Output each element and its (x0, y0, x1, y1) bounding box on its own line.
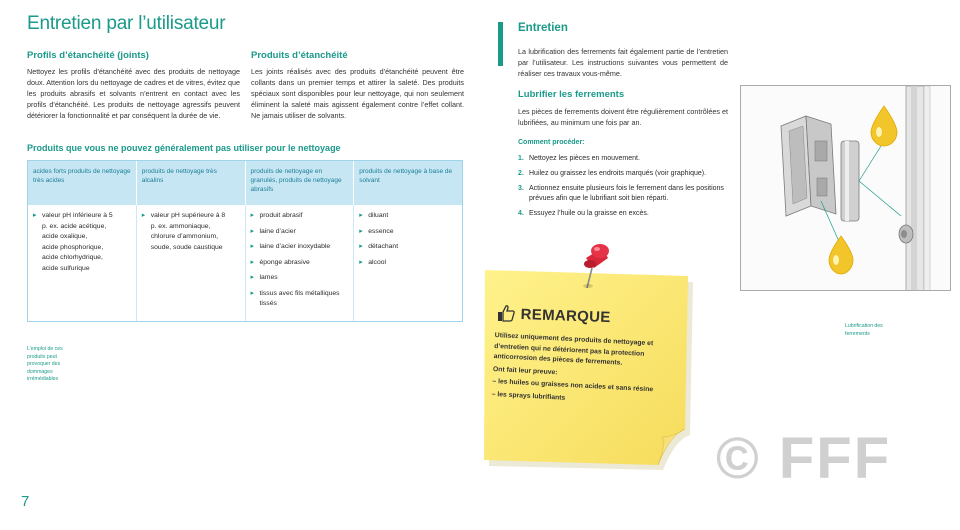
list-item: acide phosphorique, (42, 243, 104, 251)
table-cell-solvents (354, 205, 462, 321)
list-item: ▸ détachant (359, 242, 457, 253)
list-item: ▸ valeur pH supérieure à 8 (142, 211, 240, 222)
table-cell-abrasive (246, 205, 355, 321)
lubricate-paragraph: Les pièces de ferrements doivent être régulièrement contrôlées et lubrifiées, au minimum une fois par an. (518, 107, 728, 127)
seals-paragraph: Nettoyez les profils d’étanchéité avec des produits de nettoyage doux. Attention lors du nettoyage de cadres et de vitres, évitez que les produits abrasifs et solvants n’entrent en contact avec les profils d’étanchéité. Les produits de nettoyage agressifs peuvent détériorer la fonctionnalité et par conséquent la durée de vie. (27, 67, 240, 120)
hinge-lubrication-figure (740, 85, 951, 291)
page-number: 7 (21, 493, 30, 510)
procedure-heading: Comment procéder: (518, 139, 585, 146)
step-number: 4. (518, 210, 524, 217)
step-number: 2. (518, 170, 524, 177)
list-item: soude, soude caustique (150, 243, 223, 251)
procedure-steps (518, 154, 728, 224)
side-note: L’emploi de ces produits peut provoquer des dommages irrémédiables (27, 346, 63, 382)
maintenance-paragraph: La lubrification des ferrements fait également partie de l’entretien par l’utilisateur. Les instructions suivantes vous permettent de réaliser ces travaux vous-même. (518, 47, 728, 78)
table-header-cell: acides forts produits de nettoyage très acides (28, 161, 137, 205)
list-item: acide oxalique, (42, 233, 88, 240)
list-item: ▸ laine d’acier (251, 227, 349, 238)
step-text: Essuyez l’huile ou la graisse en excès. (529, 210, 649, 217)
products-table-heading: Produits que vous ne pouvez généralement pas utiliser pour le nettoyage (27, 143, 341, 153)
table-row (28, 205, 462, 321)
lubricate-heading: Lubrifier les ferrements (518, 89, 625, 100)
maintenance-heading: Entretien (518, 22, 568, 34)
list-item: ▸ tissus avec fils métalliques tissés (251, 289, 349, 310)
list-item: ▸ alcool (359, 258, 457, 269)
sealants-paragraph: Les joints réalisés avec des produits d’étanchéité peuvent être collants dans un premier temps et attirer la saleté. Des produits spéciaux sont disponibles pour leur nettoyage, qui non seulement éliminent la saleté mais agissent également contre l’effet collant. Ne jamais utiliser de solvants. (251, 67, 464, 120)
table-header-cell: produits de nettoyage en granulés, produits de nettoyage abrasifs (246, 161, 355, 205)
seals-heading: Profils d’étanchéité (joints) (27, 50, 149, 61)
list-item: ▸ essence (359, 227, 457, 238)
step-number: 3. (518, 185, 524, 192)
list-item: p. ex. acide acétique, (42, 222, 107, 230)
list-item (518, 154, 728, 164)
list-item (518, 209, 728, 219)
list-item: ▸ produit abrasif (251, 211, 349, 222)
remark-title: REMARQUE (520, 306, 611, 327)
list-item: ▸ éponge abrasive (251, 258, 349, 269)
list-item: ▸ lames (251, 273, 349, 284)
remark-body (491, 331, 684, 412)
list-item: ▸ diluant (359, 211, 457, 222)
table-cell-alkaline (137, 205, 246, 321)
push-pin-icon (578, 242, 614, 292)
table-cell-acids (28, 205, 137, 321)
copyright-watermark: © FFF (716, 426, 892, 491)
sealants-heading: Produits d’étanchéité (251, 50, 348, 61)
page-title: Entretien par l’utilisateur (27, 13, 226, 34)
list-item: p. ex. ammoniaque, (150, 222, 211, 230)
list-item (518, 184, 728, 204)
list-item: ▸ laine d’acier inoxydable (251, 242, 349, 253)
list-item: acide sulfurique (42, 264, 90, 272)
list-item (518, 169, 728, 179)
list-item: acide chlorhydrique, (42, 254, 103, 261)
hinge-illustration (741, 86, 951, 291)
table-header-cell: produits de nettoyage à base de solvant (359, 168, 453, 184)
forbidden-products-table (27, 160, 463, 322)
table-header-row (28, 161, 462, 205)
list-item: ▸ valeur pH inférieure à 5 (33, 211, 131, 222)
step-text: Actionnez ensuite plusieurs fois le ferrement dans les positions prévues afin que le lubrifiant soit bien réparti. (529, 185, 724, 202)
remark-text: – les sprays lubrifiants (491, 390, 566, 402)
step-text: Huilez ou graissez les endroits marqués (voir graphique). (529, 170, 707, 177)
thumbs-up-icon (497, 304, 515, 322)
remark-text: Ont fait leur preuve: (492, 365, 558, 376)
oil-drop-icon (871, 106, 897, 146)
oil-drop-icon (829, 236, 853, 274)
table-header-cell: produits de nettoyage très alcalins (137, 161, 246, 205)
step-number: 1. (518, 155, 524, 162)
figure-caption: Lubrification des ferrements (845, 323, 883, 337)
section-accent-bar (498, 22, 503, 66)
remark-text: – les huiles ou graisses non acides et sans résine (492, 377, 654, 394)
remark-text: Utilisez uniquement des produits de nettoyage et d’entretien qui ne détériorent pas la protection anticorrosion des pièces de ferrements. (493, 331, 654, 367)
list-item: chlorure d’ammonium, (150, 233, 218, 240)
step-text: Nettoyez les pièces en mouvement. (529, 155, 640, 162)
